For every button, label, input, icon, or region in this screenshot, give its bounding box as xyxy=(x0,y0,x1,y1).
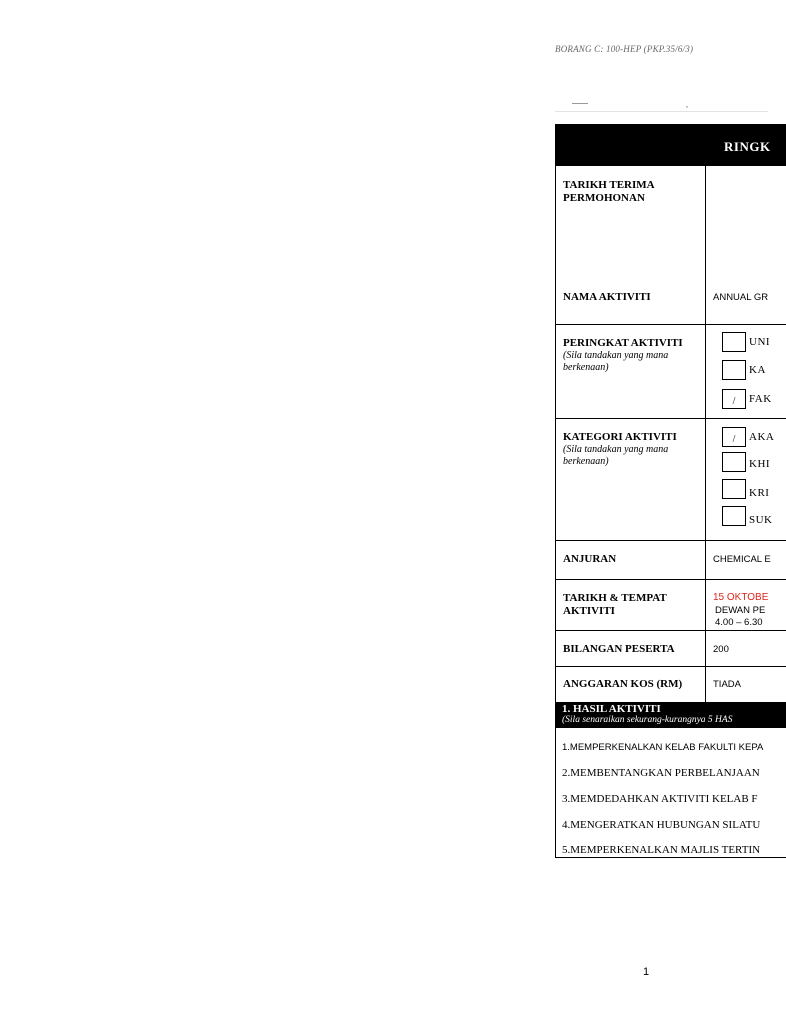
label-anjuran: ANJURAN xyxy=(563,553,617,565)
value-bilangan[interactable]: 200 xyxy=(713,644,729,655)
checkbox-peringkat-1[interactable] xyxy=(722,332,746,352)
row-divider xyxy=(556,418,786,419)
value-nama-aktiviti[interactable]: ANNUAL GR xyxy=(713,292,769,303)
scan-mark: , xyxy=(686,100,688,109)
row-divider xyxy=(556,324,786,325)
checkbox-kategori-1[interactable]: / xyxy=(722,427,746,447)
hasil-item-5: 5.MEMPERKENALKAN MAJLIS TERTIN xyxy=(562,844,761,856)
hasil-item-3: 3.MEMDEDAHKAN AKTIVITI KELAB F xyxy=(562,793,758,805)
option-kategori-3: KRI xyxy=(749,487,770,499)
scan-smudge xyxy=(572,103,588,104)
hasil-section-header xyxy=(556,702,786,728)
value-masa-aktiviti[interactable]: 4.00 – 6.30 xyxy=(715,617,763,628)
label-peringkat: PERINGKAT AKTIVITI xyxy=(563,337,683,349)
checkbox-kategori-2[interactable] xyxy=(722,452,746,472)
hasil-item-2: 2.MEMBENTANGKAN PERBELANJAAN xyxy=(562,767,760,779)
hasil-item-1: 1.MEMPERKENALKAN KELAB FAKULTI KEPA xyxy=(562,742,764,753)
label-tarikh-terima: TARIKH TERIMA PERMOHONAN xyxy=(563,179,654,204)
row-divider xyxy=(556,666,786,667)
form-title: RINGK xyxy=(724,139,771,154)
label-tarikh-tempat: TARIKH & TEMPAT AKTIVITI xyxy=(563,592,667,617)
hasil-heading: 1. HASIL AKTIVITI xyxy=(562,703,661,715)
column-divider xyxy=(705,166,706,702)
page-number: 1 xyxy=(643,966,650,978)
note-kategori: (Sila tandakan yang mana berkenaan) xyxy=(563,444,669,467)
option-kategori-4: SUK xyxy=(749,514,773,526)
checkbox-kategori-3[interactable] xyxy=(722,479,746,499)
option-kategori-2: KHI xyxy=(749,458,771,470)
value-anggaran[interactable]: TIADA xyxy=(713,679,741,690)
value-tempat-aktiviti[interactable]: DEWAN PE xyxy=(715,605,766,616)
label-anggaran: ANGGARAN KOS (RM) xyxy=(563,678,683,690)
summary-form-table xyxy=(555,124,786,858)
label-nama-aktiviti: NAMA AKTIVITI xyxy=(563,291,651,303)
label-kategori: KATEGORI AKTIVITI xyxy=(563,431,677,443)
faint-divider xyxy=(555,111,768,112)
checkbox-kategori-4[interactable] xyxy=(722,506,746,526)
row-divider xyxy=(556,579,786,580)
row-divider xyxy=(556,630,786,631)
form-title-band xyxy=(556,124,786,166)
hasil-subheading: (Sila senaraikan sekurang-kurangnya 5 HAS xyxy=(562,715,733,725)
value-anjuran[interactable]: CHEMICAL E xyxy=(713,554,771,565)
value-tarikh-aktiviti[interactable]: 15 OKTOBE xyxy=(713,592,769,603)
row-divider xyxy=(556,540,786,541)
form-code: BORANG C: 100-HEP (PKP.35/6/3) xyxy=(555,44,694,54)
option-peringkat-1: UNI xyxy=(749,336,771,348)
note-peringkat: (Sila tandakan yang mana berkenaan) xyxy=(563,350,669,373)
option-peringkat-3: FAK xyxy=(749,393,772,405)
option-peringkat-2: KA xyxy=(749,364,766,376)
checkbox-peringkat-2[interactable] xyxy=(722,360,746,380)
hasil-item-4: 4.MENGERATKAN HUBUNGAN SILATU xyxy=(562,819,761,831)
label-bilangan: BILANGAN PESERTA xyxy=(563,643,675,655)
checkbox-peringkat-3[interactable]: / xyxy=(722,389,746,409)
option-kategori-1: AKA xyxy=(749,431,775,443)
